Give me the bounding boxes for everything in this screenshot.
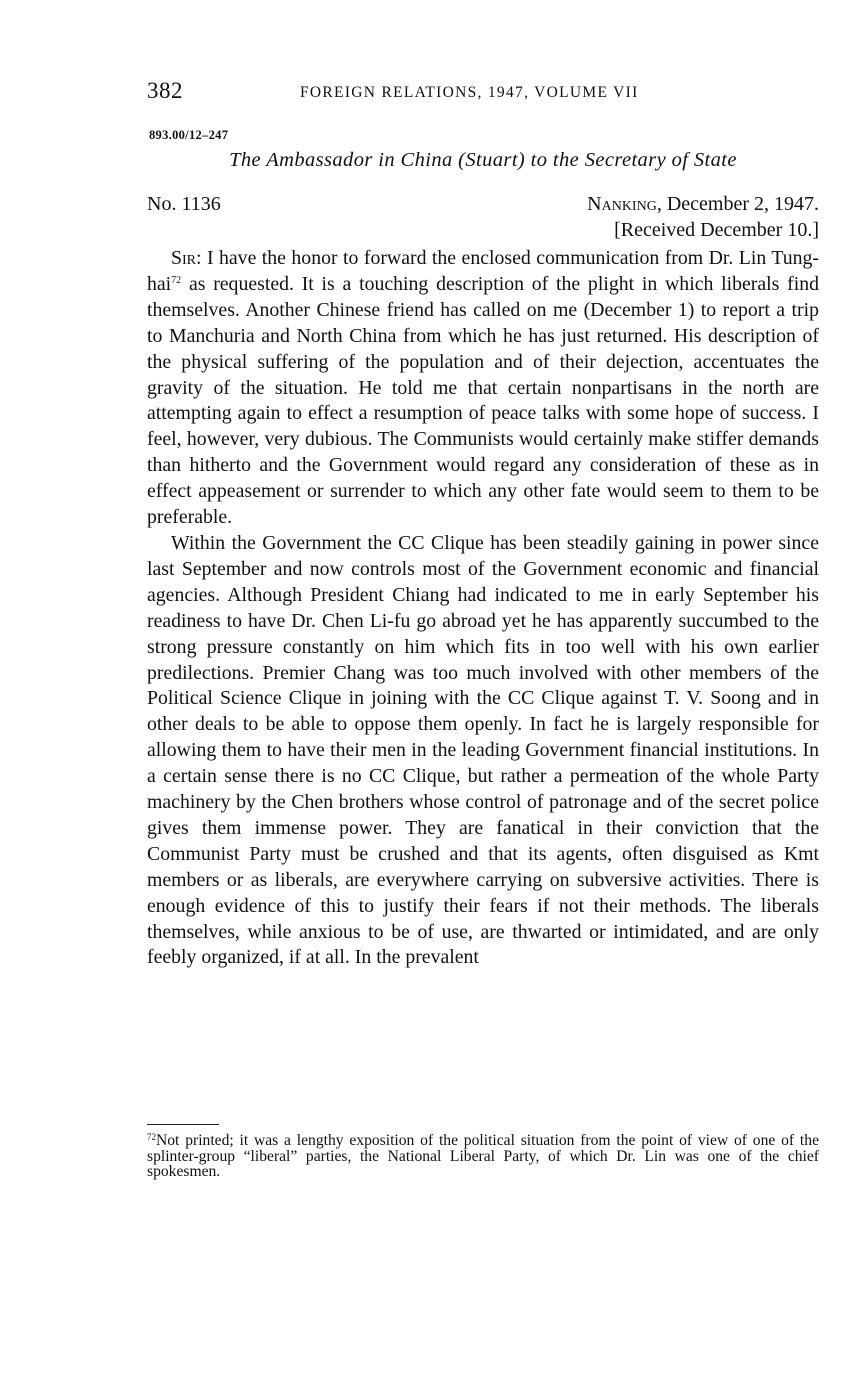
footnote-text: Not printed; it was a lengthy exposition of the political situation from the point of view of one of the splinter-group “liberal” parties, the National Liberal Party, of which Dr. Lin was one of the chief spokesmen. bbox=[147, 1132, 819, 1181]
date: December 2, 1947. bbox=[666, 193, 819, 215]
letter-body bbox=[147, 246, 819, 971]
footnote-marker: 72 bbox=[147, 1132, 156, 1142]
place-name: Nanking, bbox=[587, 193, 662, 215]
salutation: Sir bbox=[171, 247, 197, 269]
footnote bbox=[147, 1133, 819, 1180]
running-head: FOREIGN RELATIONS, 1947, VOLUME VII bbox=[300, 84, 639, 101]
place-and-date bbox=[587, 193, 819, 216]
despatch-number: No. 1136 bbox=[147, 193, 221, 215]
paragraph-1 bbox=[147, 246, 819, 531]
dateline bbox=[147, 193, 819, 245]
paragraph-2: Within the Government the CC Clique has been steadily gaining in power since last September and now controls most of the Government economic and financial agencies. Although President Chiang had indicated to me in early September his readiness to have Dr. Chen Li-fu go abroad yet he has apparently succumbed to the strong pressure constantly on him which fits in too well with his own earlier predilections. Premier Chang was too much involved with other members of the Political Science Clique in joining with the CC Clique against T. V. Soong and in other deals to be able to oppose them openly. In fact he is largely responsible for allowing them to have their men in the leading Government financial institutions. In a certain sense there is no CC Clique, but rather a permeation of the whole Party machinery by the Chen brothers whose control of patronage and of the secret police gives them immense power. They are fanatical in their conviction that the Communist Party must be crushed and that its agents, often disguised as Kmt members or as liberals, are everywhere carrying on subversive activities. There is enough evidence of this to justify their fears if not their methods. The liberals themselves, while anxious to be of use, are thwarted or intimidated, and are only feebly organized, if at all. In the prevalent bbox=[147, 531, 819, 969]
footnote-reference: 72 bbox=[171, 274, 182, 286]
received-date: [Received December 10.] bbox=[614, 219, 819, 241]
paragraph-1-part-b: as requested. It is a touching description of the plight in which liberals find themselves. Another Chinese friend has called on me (December 1) to report a trip to Manchuria and North China from which he has just returned. His description of the physical suffering of the population and of their dejection, accentuates the gravity of the situation. He told me that certain nonpartisans in the north are attempting again to effect a resumption of peace talks with some hope of success. I feel, however, very dubious. The Communists would certainly make stiffer demands than hitherto and the Government would regard any consideration of these as in effect appeasement or surrender to which any other fate would seem to them to be preferable. bbox=[147, 272, 819, 529]
file-number: 893.00/12–247 bbox=[149, 128, 229, 142]
page-header bbox=[147, 78, 819, 108]
document-title: The Ambassador in China (Stuart) to the Secretary of State bbox=[229, 149, 737, 171]
paragraph-1-part-a: : I have the honor to forward the enclosed communication from Dr. Lin Tung-hai bbox=[147, 247, 819, 295]
page-number: 382 bbox=[147, 78, 183, 103]
footnote-divider bbox=[147, 1124, 219, 1125]
